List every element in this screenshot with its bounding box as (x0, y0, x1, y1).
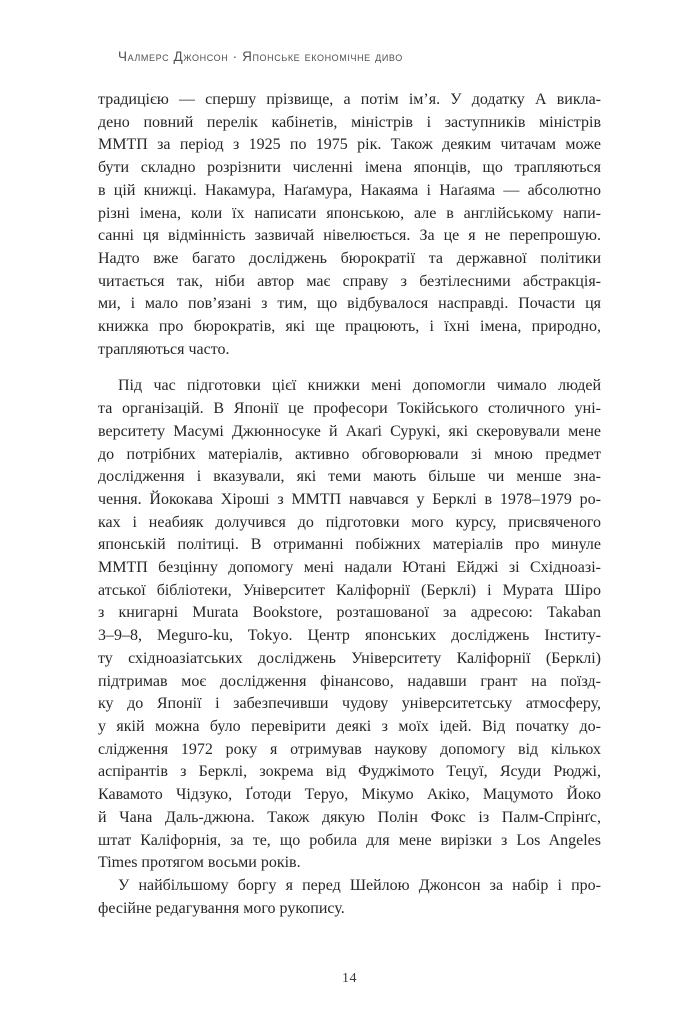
text-line: ках і неабияк долучився до підготовки мого курсу, присвяченого (98, 513, 601, 531)
text-line: Під час підготовки цієї книжки мені допомогли чимало людей (118, 377, 601, 395)
text-line: у якій можна було перевірити деякі з моїх ідей. Від початку до- (98, 717, 601, 735)
text-line: санні ця відмінність зазвичай нівелюється. За це я не перепрошую. (98, 227, 601, 245)
text-line: дослідження і вказували, які теми мають більше чи менше зна- (98, 468, 601, 486)
text-line: У найбільшому боргу я перед Шейлою Джонсон за набір і про- (118, 876, 601, 894)
text-line: ку до Японії і забезпечивши чудову університетську атмосферу, (98, 695, 601, 713)
text-line: в цій книжці. Накамура, Наґамура, Накаяма і Наґаяма — абсолютно (98, 181, 601, 199)
text-line: підтримав моє дослідження фінансово, надавши грант на поїзд- (98, 672, 601, 690)
page-number: 14 (342, 971, 357, 986)
text-line: ту східноазіатських досліджень Університету Каліфорнії (Берклі) (98, 649, 601, 667)
paragraph (98, 875, 601, 920)
text-line: ММТП за період з 1925 по 1975 рік. Також деяким читачам може (98, 136, 601, 154)
text-line: та організацій. В Японії це професори Токійського столичного уні- (98, 400, 601, 418)
text-line: дено повний перелік кабінетів, міністрів і заступників міністрів (98, 113, 601, 131)
text-line: фесійне редагування мого рукопису. (98, 899, 345, 917)
text-line: бути складно розрізнити численні імена японців, що трапляються (98, 159, 601, 177)
text-line: аспірантів з Берклі, зокрема від Фуджімото Тецуї, Ясуди Рюджі, (98, 763, 601, 781)
text-line: й Чана Даль-джюна. Також дякую Полін Фокс із Палм-Спрінґс, (98, 808, 601, 826)
text-line: чення. Йококава Хіроші з ММТП навчався у Берклі в 1978–1979 ро- (98, 490, 601, 508)
text-line: верситету Масумі Джюнносуке й Акаґі Сурукі, які скеровували мене (98, 422, 601, 440)
text-line: Times протягом восьми років. (98, 854, 301, 872)
paragraph (98, 89, 601, 361)
text-line: трапляються часто. (98, 340, 230, 358)
body-text (98, 89, 601, 920)
running-header: Чалмерс Джонсон · Японське економічне диво (118, 49, 403, 64)
text-line: книжка про бюрократів, які ще працюють, і їхні імена, природно, (98, 318, 601, 336)
text-line: атської бібліотеки, Університет Каліфорнії (Берклі) і Мурата Шіро (98, 581, 601, 599)
text-line: різні імена, коли їх написати японською, але в англійському напи- (98, 204, 601, 222)
text-line: слідження 1972 року я отримував наукову допомогу від кількох (98, 740, 601, 758)
text-line: ММТП безцінну допомогу мені надали Ютані Ейджі зі Східноазі- (98, 559, 601, 577)
text-line: до потрібних матеріалів, активно обговорювали зі мною предмет (98, 445, 601, 463)
text-line: штат Каліфорнія, за те, що робила для мене вирізки з Los Angeles (98, 831, 601, 849)
text-line: японській політиці. В отриманні побіжних матеріалів про минуле (98, 536, 601, 554)
text-line: традицією — спершу прізвище, а потім ім’я. У додатку А викла- (98, 91, 601, 108)
text-line: 3–9–8, Meguro-ku, Tokyo. Центр японських досліджень Інститу- (98, 627, 601, 645)
text-line: читається так, ніби автор має справу з безтілесними абстракція- (98, 272, 601, 290)
text-line: з книгарні Murata Bookstore, розташованої за адресою: Takaban (98, 604, 601, 622)
text-line: Надто вже багато досліджень бюрократії та державної політики (98, 249, 601, 267)
text-line: ми, і мало пов’язані з тим, що відбувалося насправді. Почасти ця (98, 295, 601, 313)
paragraph (98, 375, 601, 874)
text-line: Кавамото Чідзуко, Ґотоди Теруо, Мікумо Акіко, Мацумото Йоко (98, 786, 601, 804)
